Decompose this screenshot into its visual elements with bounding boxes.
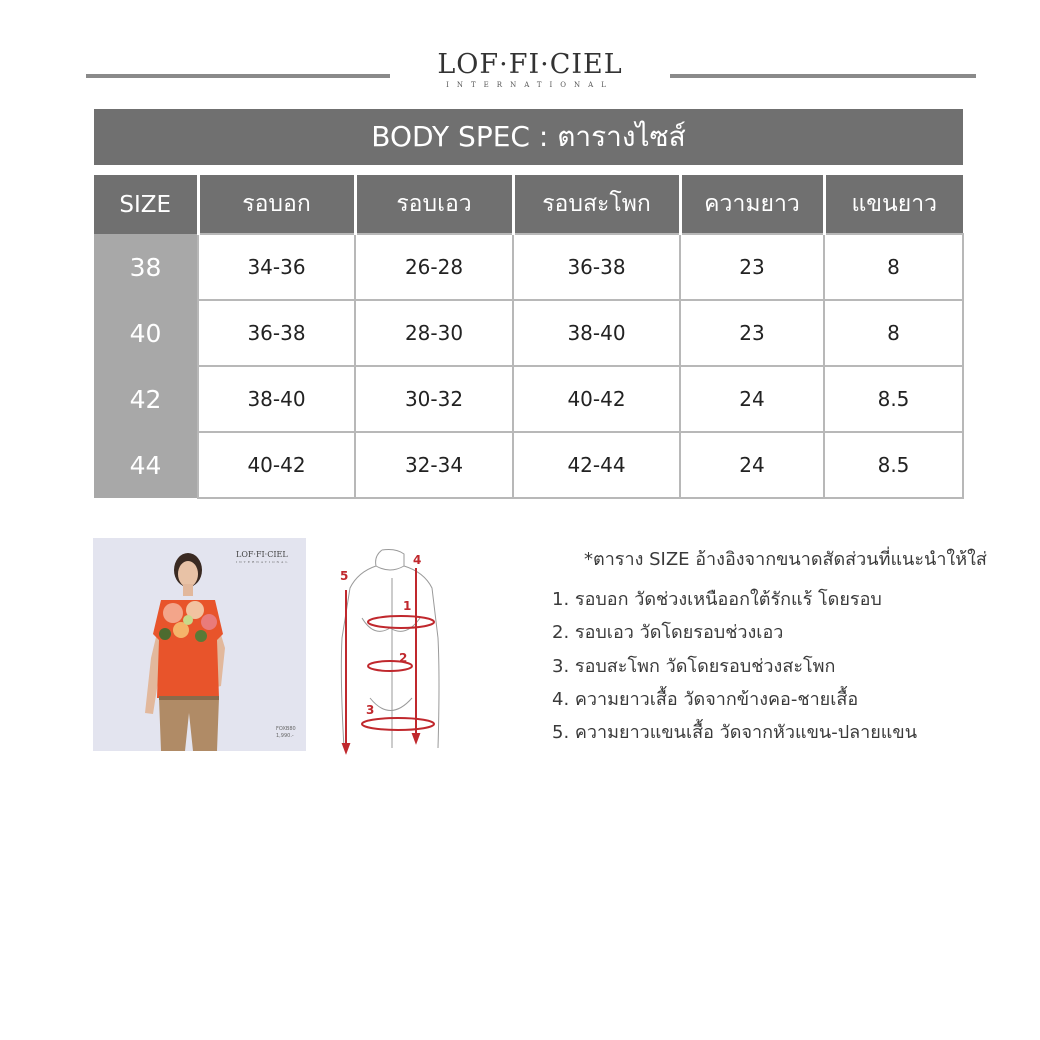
table-row (94, 432, 963, 498)
table-cell: 38-40 (513, 300, 680, 366)
header-rule-right (670, 74, 976, 78)
table-row (94, 234, 963, 300)
table-cell: 40-42 (513, 366, 680, 432)
header-size: SIZE (94, 175, 198, 234)
table-cell: 42-44 (513, 432, 680, 498)
table-cell: 23 (680, 234, 824, 300)
table-cell: 36-38 (513, 234, 680, 300)
table-cell: 36-38 (198, 300, 355, 366)
size-cell: 40 (94, 300, 198, 366)
table-cell: 23 (680, 300, 824, 366)
table-header-row (94, 175, 963, 234)
diagram-label-1: 1 (403, 599, 412, 613)
photo-code: FOXB80 (276, 726, 296, 732)
table-cell: 26-28 (355, 234, 513, 300)
header-sleeve: แขนยาว (824, 175, 963, 234)
diagram-label-5: 5 (340, 569, 349, 583)
note-item: 3. รอบสะโพก วัดโดยรอบช่วงสะโพก (552, 656, 836, 677)
brand-subtitle: INTERNATIONAL (446, 81, 614, 89)
photo-product-code (276, 726, 296, 740)
table-cell: 8.5 (824, 432, 963, 498)
brand-name: LOF·FI·CIEL (437, 49, 623, 80)
table-cell: 38-40 (198, 366, 355, 432)
diagram-label-3: 3 (366, 703, 375, 717)
table-cell: 24 (680, 366, 824, 432)
brand-logo (400, 50, 660, 89)
model-photo (93, 538, 306, 751)
page-title: BODY SPEC : ตารางไซส์ (94, 109, 963, 165)
note-item: 1. รอบอก วัดช่วงเหนืออกใต้รักแร้ โดยรอบ (552, 589, 882, 610)
table-cell: 8.5 (824, 366, 963, 432)
table-cell: 24 (680, 432, 824, 498)
size-cell: 42 (94, 366, 198, 432)
diagram-label-4: 4 (413, 553, 422, 567)
photo-brand-subtitle: INTERNATIONAL (236, 560, 290, 564)
table-row (94, 300, 963, 366)
table-cell: 8 (824, 300, 963, 366)
table-cell: 30-32 (355, 366, 513, 432)
note-item: 5. ความยาวแขนเสื้อ วัดจากหัวแขน-ปลายแขน (552, 722, 918, 743)
table-cell: 32-34 (355, 432, 513, 498)
table-cell: 40-42 (198, 432, 355, 498)
note-item: 4. ความยาวเสื้อ วัดจากข้างคอ-ชายเสื้อ (552, 689, 859, 710)
notes-heading: *ตาราง SIZE อ้างอิงจากขนาดสัดส่วนที่แนะนำให้ใส่ (584, 549, 987, 570)
header-length: ความยาว (680, 175, 824, 234)
photo-brand: LOF·FI·CIEL (236, 550, 288, 559)
header-rule-left (86, 74, 390, 78)
diagram-label-2: 2 (399, 651, 408, 665)
header-hip: รอบสะโพก (513, 175, 680, 234)
size-cell: 44 (94, 432, 198, 498)
table-cell: 34-36 (198, 234, 355, 300)
table-row (94, 366, 963, 432)
note-item: 2. รอบเอว วัดโดยรอบช่วงเอว (552, 622, 784, 643)
header-chest: รอบอก (198, 175, 355, 234)
table-cell: 28-30 (355, 300, 513, 366)
size-table (94, 175, 964, 499)
table-cell: 8 (824, 234, 963, 300)
measurement-diagram (334, 548, 444, 758)
size-cell: 38 (94, 234, 198, 300)
model-figure (93, 538, 306, 751)
header-waist: รอบเอว (355, 175, 513, 234)
photo-price: 1,990.- (276, 733, 294, 739)
